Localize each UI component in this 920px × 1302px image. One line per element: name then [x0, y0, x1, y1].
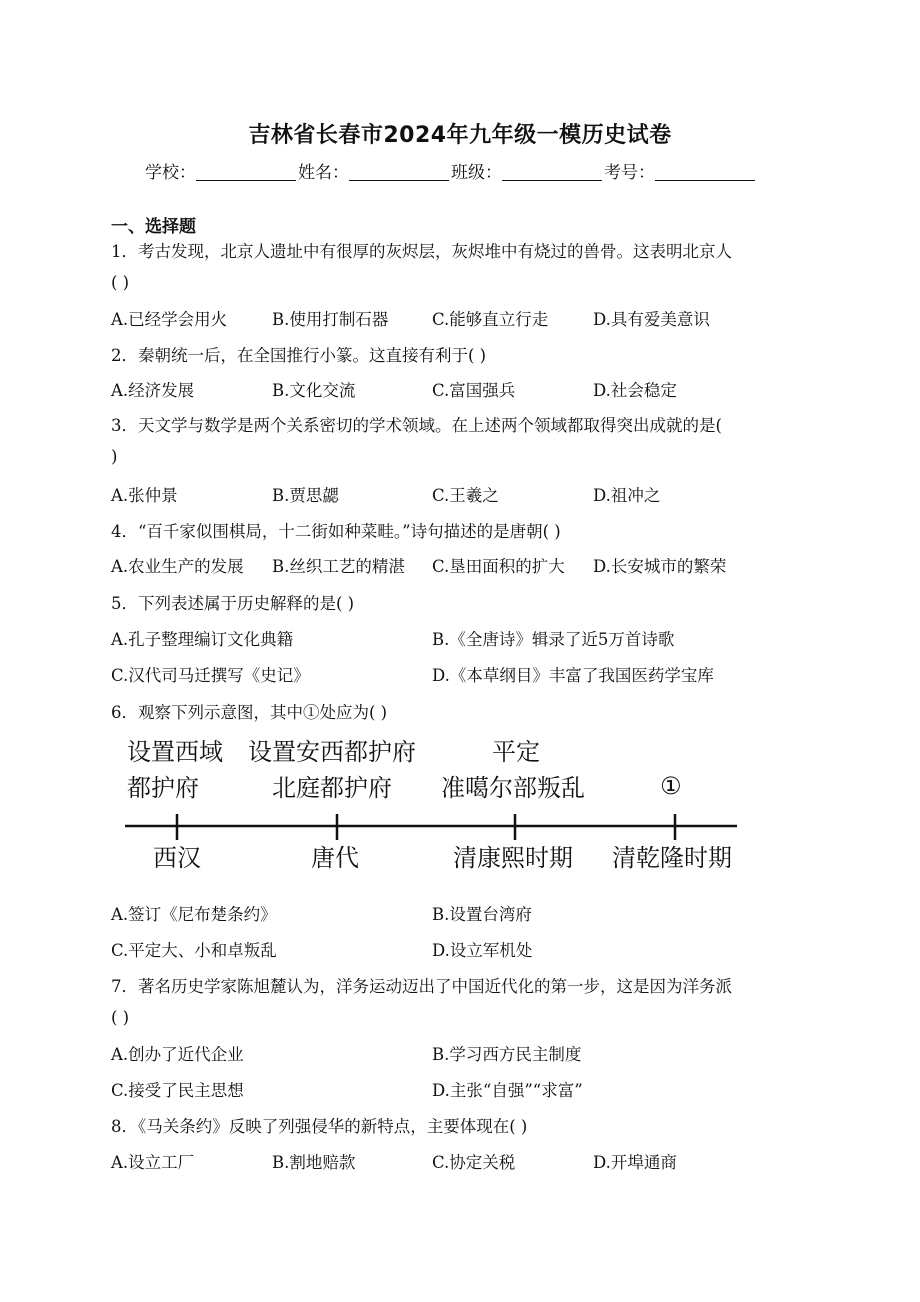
timeline-diagram [115, 730, 745, 880]
question-6-option-a[interactable]: A.签订《尼布楚条约》 [111, 905, 277, 924]
question-2-stem: 2．秦朝统一后，在全国推行小篆。这直接有利于( ) [111, 346, 487, 365]
question-1-option-a[interactable]: A.已经学会用火 [111, 310, 228, 329]
question-1-stem: 1．考古发现，北京人遗址中有很厚的灰烬层，灰烬堆中有烧过的兽骨。这表明北京人 [111, 242, 732, 261]
question-7-option-b[interactable]: B.学习西方民主制度 [432, 1045, 582, 1064]
question-3-option-c[interactable]: C.王羲之 [432, 486, 499, 505]
question-4-option-c[interactable]: C.垦田面积的扩大 [432, 557, 565, 576]
question-6-option-b[interactable]: B.设置台湾府 [432, 905, 532, 924]
question-6-option-d[interactable]: D.设立军机处 [432, 941, 533, 960]
name-label: 姓名： [298, 163, 349, 183]
name-field[interactable] [349, 162, 449, 181]
question-5-option-c[interactable]: C.汉代司马迁撰写《史记》 [111, 666, 310, 685]
timeline-event-1-line2: 都护府 [127, 774, 199, 802]
question-7-option-c[interactable]: C.接受了民主思想 [111, 1081, 244, 1100]
question-8-option-c[interactable]: C.协定关税 [432, 1153, 516, 1172]
timeline-period-1: 西汉 [153, 844, 201, 872]
id-field[interactable] [655, 162, 755, 181]
question-1-option-b[interactable]: B.使用打制石器 [272, 310, 389, 329]
question-8-stem: 8．《马关条约》反映了列强侵华的新特点，主要体现在( ) [111, 1117, 528, 1136]
timeline-event-1-line1: 设置西域 [127, 738, 223, 766]
question-7-option-a[interactable]: A.创办了近代企业 [111, 1045, 244, 1064]
exam-title: 吉林省长春市2024年九年级一模历史试卷 [248, 123, 672, 148]
question-5-option-d[interactable]: D.《本草纲目》丰富了我国医药学宝库 [432, 666, 714, 685]
question-2-option-d[interactable]: D.社会稳定 [593, 381, 677, 400]
question-2-option-c[interactable]: C.富国强兵 [432, 381, 516, 400]
timeline-period-3: 清康熙时期 [453, 844, 573, 872]
section-title: 一、选择题 [111, 217, 196, 237]
question-4-stem: 4．“百千家似围棋局，十二街如种菜畦。”诗句描述的是唐朝( ) [111, 522, 561, 541]
question-7-option-d[interactable]: D.主张“自强”“求富” [432, 1081, 583, 1100]
timeline-event-2-line2: 北庭都护府 [272, 774, 392, 802]
timeline-period-2: 唐代 [311, 844, 359, 872]
question-5-stem: 5．下列表述属于历史解释的是( ) [111, 594, 355, 613]
question-1-option-c[interactable]: C.能够直立行走 [432, 310, 549, 329]
question-8-option-d[interactable]: D.开埠通商 [593, 1153, 677, 1172]
class-label: 班级： [451, 163, 502, 183]
timeline-event-2-line1: 设置安西都护府 [248, 738, 416, 766]
id-label: 考号： [604, 163, 655, 183]
class-field[interactable] [502, 162, 602, 181]
question-3-option-a[interactable]: A.张仲景 [111, 486, 178, 505]
timeline-event-4-blank-marker: ① [660, 772, 682, 800]
question-4-option-b[interactable]: B.丝织工艺的精湛 [272, 557, 405, 576]
question-1-stem-cont: ( ) [111, 273, 130, 292]
question-6-stem: 6．观察下列示意图，其中①处应为( ) [111, 703, 388, 722]
question-5-option-b[interactable]: B.《全唐诗》辑录了近5万首诗歌 [432, 630, 675, 649]
question-3-option-d[interactable]: D.祖冲之 [593, 486, 661, 505]
school-label: 学校： [145, 163, 196, 183]
student-info-row [145, 158, 757, 183]
question-3-option-b[interactable]: B.贾思勰 [272, 486, 339, 505]
question-2-option-a[interactable]: A.经济发展 [111, 381, 195, 400]
question-8-option-b[interactable]: B.割地赔款 [272, 1153, 356, 1172]
school-field[interactable] [196, 162, 296, 181]
question-3-stem: 3．天文学与数学是两个关系密切的学术领域。在上述两个领域都取得突出成就的是( [111, 416, 722, 435]
question-1-option-d[interactable]: D.具有爱美意识 [593, 310, 710, 329]
question-4-option-a[interactable]: A.农业生产的发展 [111, 557, 244, 576]
timeline-event-3-line2: 准噶尔部叛乱 [441, 774, 585, 802]
question-3-stem-cont: ) [111, 447, 118, 466]
timeline-event-3-line1: 平定 [492, 738, 540, 766]
question-7-stem: 7．著名历史学家陈旭麓认为，洋务运动迈出了中国近代化的第一步，这是因为洋务派 [111, 977, 732, 996]
question-6-option-c[interactable]: C.平定大、小和卓叛乱 [111, 941, 277, 960]
question-7-stem-cont: ( ) [111, 1008, 130, 1027]
question-8-option-a[interactable]: A.设立工厂 [111, 1153, 195, 1172]
question-2-option-b[interactable]: B.文化交流 [272, 381, 356, 400]
timeline-period-4: 清乾隆时期 [612, 844, 732, 872]
question-5-option-a[interactable]: A.孔子整理编订文化典籍 [111, 630, 294, 649]
question-4-option-d[interactable]: D.长安城市的繁荣 [593, 557, 727, 576]
